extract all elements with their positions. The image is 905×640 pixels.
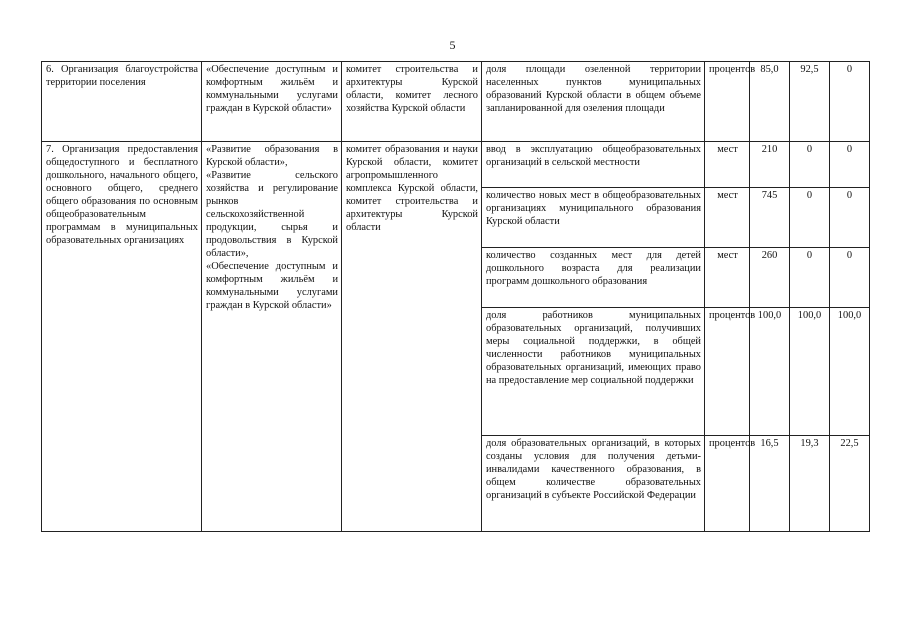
page-number: 5 <box>449 38 456 52</box>
program-cell: 7. Организация предоставления общедоступного и бесплатного дошкольного, начального общего, основного общего, среднего общего образования по основным общеобразовательным программам в муниципальных образовательных организациях <box>42 142 202 532</box>
indicator-value-1: 210 <box>750 142 790 188</box>
indicator-value-2: 0 <box>790 248 830 308</box>
state-program-text: «Развитие образования в Курской области», <box>206 144 338 168</box>
indicator-value-3: 22,5 <box>830 436 870 532</box>
program-cell: 6. Организация благоустройства территории поселения <box>42 62 202 142</box>
state-program-text: «Развитие сельского хозяйства и регулирование рынков сельскохозяйственной продукции, сырья и продовольствия в Курской области», <box>206 170 338 259</box>
indicator-value-2: 0 <box>790 188 830 248</box>
state-program-text: «Обеспечение доступным и комфортным жильём и коммунальными услугами граждан в Курской области» <box>206 261 338 311</box>
indicator-value-3: 0 <box>830 188 870 248</box>
executor-cell: комитет строительства и архитектуры Курской области, комитет лесного хозяйства Курской области <box>342 62 482 142</box>
indicator-unit: мест <box>705 188 750 248</box>
indicator-value-1: 16,5 <box>750 436 790 532</box>
table-row <box>42 62 870 142</box>
indicator-value-3: 100,0 <box>830 308 870 436</box>
indicator-value-1: 745 <box>750 188 790 248</box>
indicator-unit: мест <box>705 248 750 308</box>
indicator-name: доля образовательных организаций, в которых созданы условия для получения детьми-инвалидами качественного образования, в общем количестве образовательных организаций в субъекте Российской Федерации <box>482 436 705 532</box>
indicator-value-2: 100,0 <box>790 308 830 436</box>
indicator-name: доля работников муниципальных образовательных организаций, получивших меры социальной поддержки, в общей численности работников муниципальных образовательных организаций, имеющих право на предоставление мер социальной поддержки <box>482 308 705 436</box>
indicator-unit: мест <box>705 142 750 188</box>
indicator-unit: процентов <box>705 436 750 532</box>
state-program-cell <box>202 142 342 532</box>
indicator-name: доля площади озеленной территории населенных пунктов муниципальных образований Курской области в общем объеме запланированной для озеления площади <box>482 62 705 142</box>
indicator-value-2: 92,5 <box>790 62 830 142</box>
indicator-name: количество новых мест в общеобразовательных организациях муниципального образования Курской области <box>482 188 705 248</box>
program-table <box>41 61 870 532</box>
indicator-value-3: 0 <box>830 142 870 188</box>
indicator-value-2: 19,3 <box>790 436 830 532</box>
executor-cell: комитет образования и науки Курской области, комитет агропромышленного комплекса Курской области, комитет строительства и архитектуры Курской области <box>342 142 482 532</box>
indicator-value-3: 0 <box>830 248 870 308</box>
indicator-value-3: 0 <box>830 62 870 142</box>
indicator-value-1: 85,0 <box>750 62 790 142</box>
indicator-value-1: 100,0 <box>750 308 790 436</box>
state-program-text: «Обеспечение доступным и комфортным жильём и коммунальными услугами граждан в Курской области» <box>206 64 338 114</box>
indicator-name: ввод в эксплуатацию общеобразовательных организаций в сельской местности <box>482 142 705 188</box>
state-program-cell <box>202 62 342 142</box>
indicator-value-2: 0 <box>790 142 830 188</box>
indicator-name: количество созданных мест для детей дошкольного возраста для реализации программ дошкольного образования <box>482 248 705 308</box>
indicator-unit: процентов <box>705 62 750 142</box>
indicator-value-1: 260 <box>750 248 790 308</box>
indicator-unit: процентов <box>705 308 750 436</box>
table-row <box>42 142 870 188</box>
